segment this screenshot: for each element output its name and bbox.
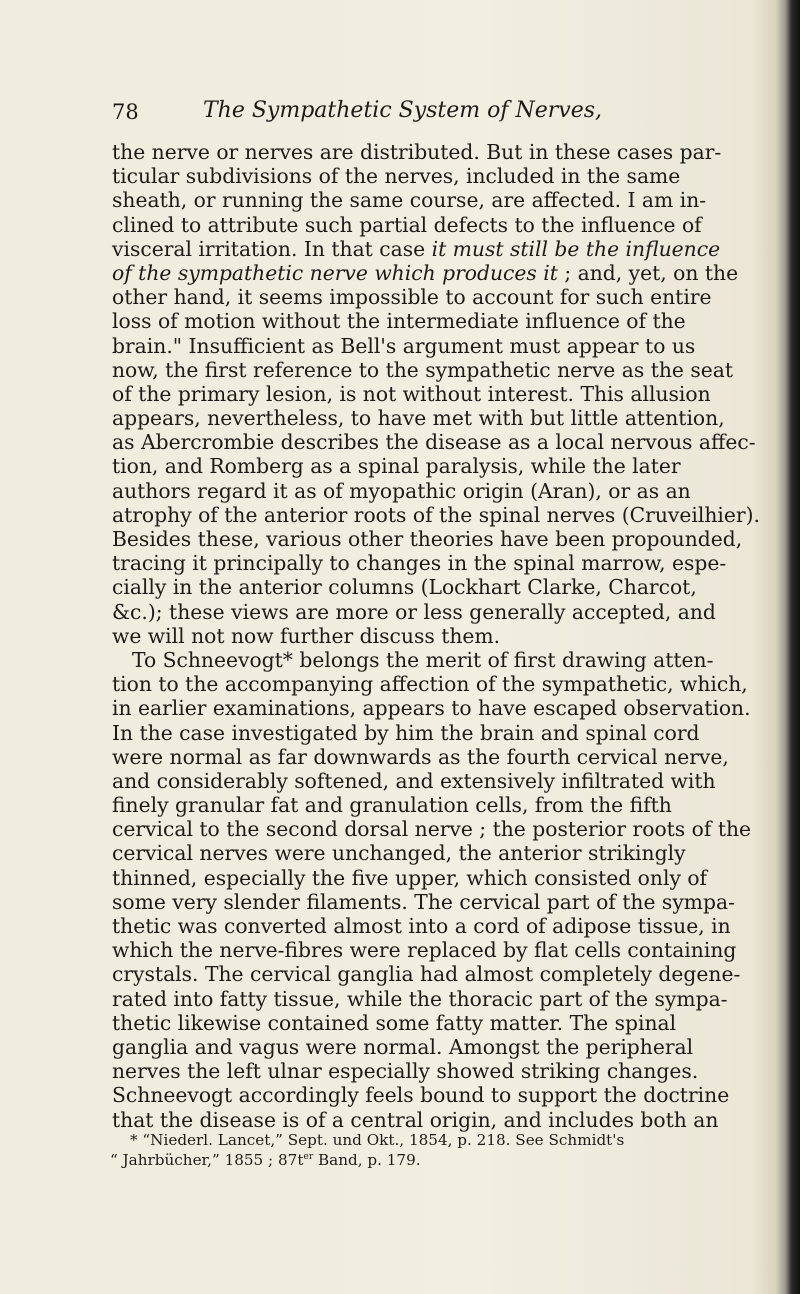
text-line: cially in the anterior columns (Lockhart Clarke, Charcot, <box>112 575 697 600</box>
text-segment: ; and, yet, on the <box>557 260 739 285</box>
text-line: tracing it principally to changes in the spinal marrow, espe- <box>112 551 727 576</box>
page-header <box>112 100 752 140</box>
text-line: crystals. The cervical ganglia had almost completely degene- <box>112 962 741 987</box>
text-line: appears, nevertheless, to have met with but little attention, <box>112 406 725 431</box>
text-line: which the nerve-fibres were replaced by flat cells containing <box>112 938 737 963</box>
text-line: in earlier examinations, appears to have escaped observation. <box>112 696 751 721</box>
running-title: The Sympathetic System of Nerves, <box>203 98 603 123</box>
text-line: that the disease is of a central origin, and includes both an <box>112 1107 719 1132</box>
text-line: rated into fatty tissue, while the thoracic part of the sympa- <box>112 986 728 1011</box>
text-line: tion, and Romberg as a spinal paralysis, while the later <box>112 454 681 479</box>
text-line: To Schneevogt* belongs the merit of first drawing atten- <box>132 647 714 672</box>
text-line: thetic was converted almost into a cord of adipose tissue, in <box>112 914 731 938</box>
text-line: as Abercrombie describes the disease as a local nervous affec- <box>112 430 756 455</box>
text-line: some very slender filaments. The cervical part of the sympa- <box>112 889 735 914</box>
text-line: tion to the accompanying affection of the sympathetic, which, <box>112 672 748 697</box>
text-line: Schneevogt accordingly feels bound to support the doctrine <box>112 1083 730 1108</box>
text-line: cervical to the second dorsal nerve ; the posterior roots of the <box>112 817 752 842</box>
text-line: clined to attribute such partial defects to the influence of <box>112 212 702 237</box>
footnote <box>110 1131 790 1170</box>
text-line: atrophy of the anterior roots of the spinal nerves (Cruveilhier). <box>112 502 760 527</box>
footnote-line <box>110 1151 790 1171</box>
italic-quote: it must still be the influence <box>431 236 721 261</box>
text-line: finely granular fat and granulation cells, from the fifth <box>112 793 672 818</box>
text-line: authors regard it as of myopathic origin (Aran), or as an <box>112 478 691 503</box>
footnote-superscript: er <box>303 1151 314 1162</box>
text-line: other hand, it seems impossible to account for such entire <box>112 285 712 310</box>
text-line: the nerve or nerves are distributed. But in these cases par- <box>112 140 722 164</box>
footnote-line: * “Niederl. Lancet,” Sept. und Okt., 1854, p. 218. See Schmidt's <box>130 1131 625 1149</box>
text-line: thetic likewise contained some fatty matter. The spinal <box>112 1010 677 1035</box>
text-line: brain." Insufficient as Bell's argument must appear to us <box>112 333 696 358</box>
text-line: ticular subdivisions of the nerves, included in the same <box>112 164 681 189</box>
italic-quote: of the sympathetic nerve which produces it <box>112 260 558 285</box>
text-line: and considerably softened, and extensively infiltrated with <box>112 768 716 793</box>
text-line: were normal as far downwards as the fourth cervical nerve, <box>112 744 729 769</box>
text-line <box>112 261 792 285</box>
text-segment: visceral irritation. In that case <box>112 236 432 261</box>
text-line: In the case investigated by him the brain and spinal cord <box>112 720 700 745</box>
footnote-segment: “ Jahrbücher,” 1855 ; 87t <box>110 1150 304 1169</box>
text-line: cervical nerves were unchanged, the anterior strikingly <box>112 841 686 866</box>
text-line: nerves the left ulnar especially showed striking changes. <box>112 1059 699 1084</box>
text-line <box>112 237 792 261</box>
text-line: loss of motion without the intermediate influence of the <box>112 309 686 334</box>
text-line: ganglia and vagus were normal. Amongst the peripheral <box>112 1034 694 1059</box>
text-line: of the primary lesion, is not without interest. This allusion <box>112 381 711 406</box>
text-line: we will not now further discuss them. <box>112 623 501 648</box>
text-line: thinned, especially the five upper, which consisted only of <box>112 865 708 890</box>
footnote-segment: Band, p. 179. <box>313 1150 421 1169</box>
page-number: 78 <box>112 100 139 124</box>
text-line: now, the first reference to the sympathetic nerve as the seat <box>112 357 734 382</box>
text-line: &c.); these views are more or less generally accepted, and <box>112 599 716 624</box>
body-text <box>112 140 792 1132</box>
text-line: sheath, or running the same course, are affected. I am in- <box>112 188 707 213</box>
text-line: Besides these, various other theories have been propounded, <box>112 527 743 551</box>
